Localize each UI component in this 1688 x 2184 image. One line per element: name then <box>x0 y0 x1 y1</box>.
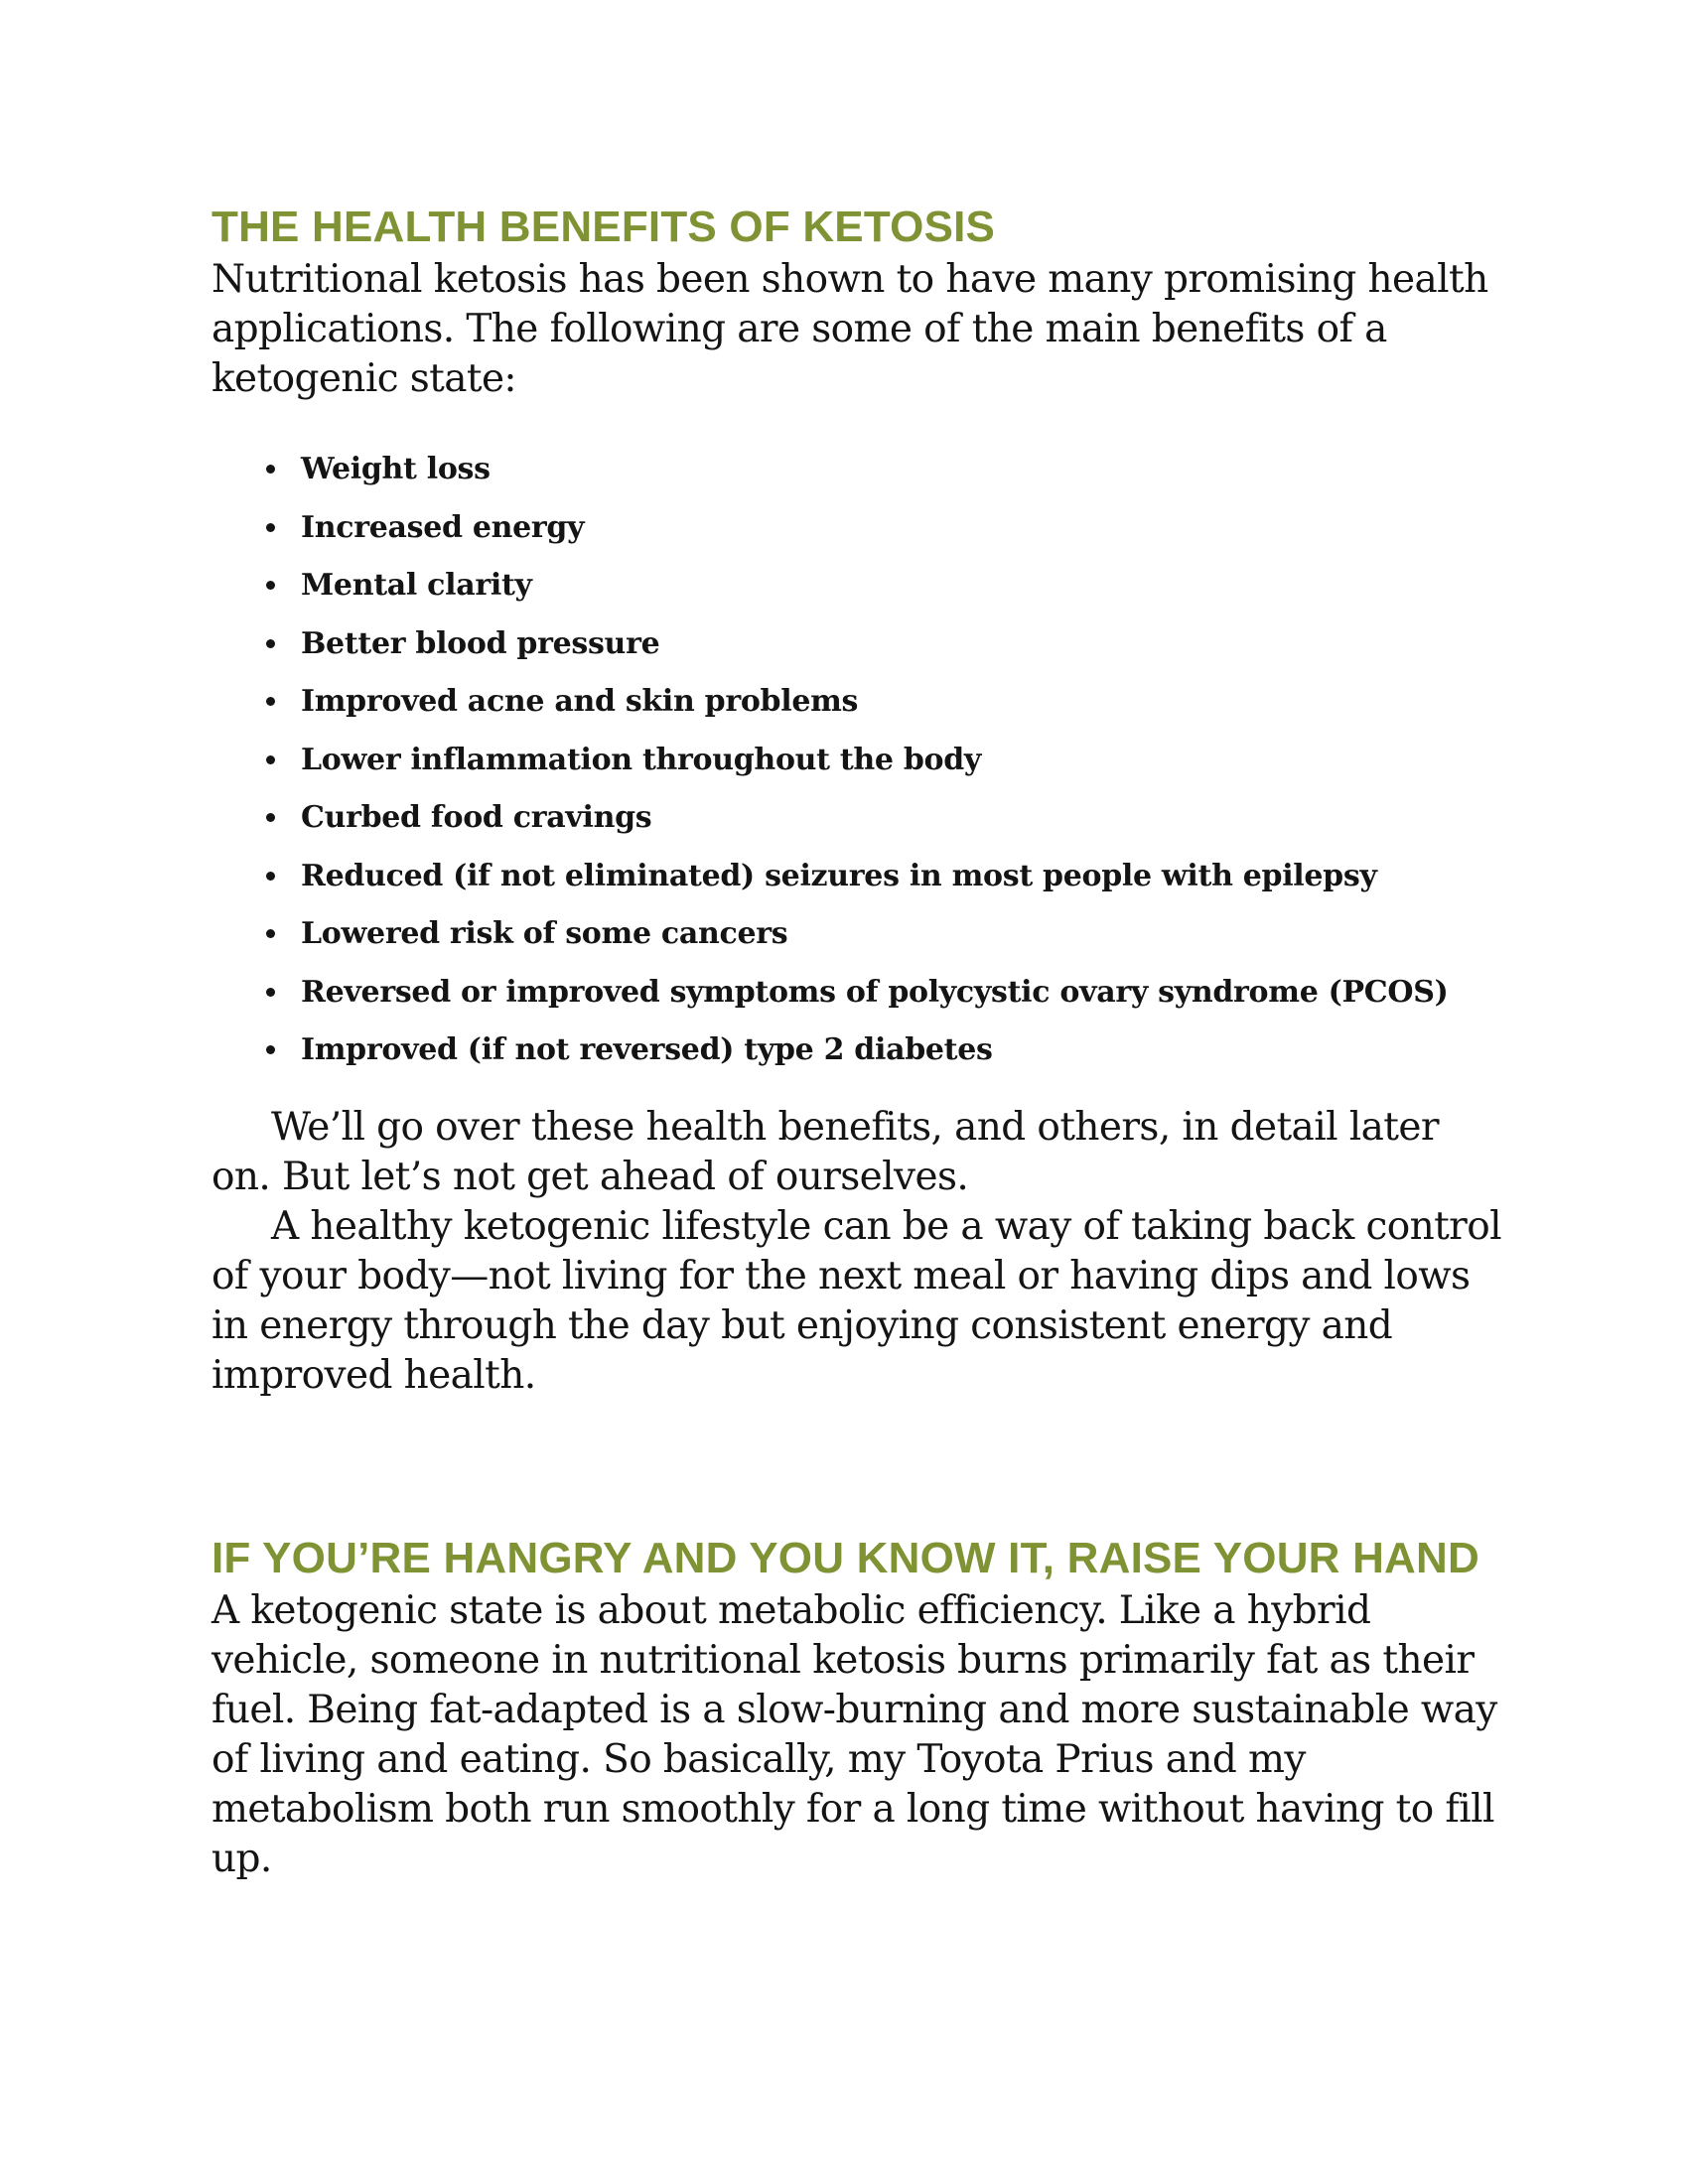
bullet-icon <box>266 639 275 648</box>
list-item <box>266 859 1502 893</box>
list-item-text: Improved (if not reversed) type 2 diabetes <box>301 1032 993 1067</box>
list-item-text: Reversed or improved symptoms of polycystic ovary syndrome (PCOS) <box>301 974 1449 1010</box>
section-heading-hangry: IF YOU’RE HANGRY AND YOU KNOW IT, RAISE YOUR HAND <box>211 1534 1479 1582</box>
bullet-icon <box>266 523 275 532</box>
health-benefits-section <box>211 199 1502 1401</box>
document-page <box>211 199 1502 1884</box>
bullet-icon <box>266 697 275 706</box>
section-heading-health-benefits: THE HEALTH BENEFITS OF KETOSIS <box>211 203 996 251</box>
list-item <box>266 510 1502 545</box>
list-item-text: Lower inflammation throughout the body <box>301 742 982 777</box>
list-item <box>266 800 1502 835</box>
bullet-icon <box>266 813 275 822</box>
list-item <box>266 626 1502 661</box>
list-item-text: Mental clarity <box>301 568 532 603</box>
bullet-icon <box>266 465 275 474</box>
metabolic-efficiency-paragraph: A ketogenic state is about metabolic efficiency. Like a hybrid vehicle, someone in nutritional ketosis burns primarily fat as their fuel. Being fat-adapted is a slow-burning and more sustainable way of living and eating. So basically, my Toyota Prius and my metabolism both run smoothly for a long time without having to fill up. <box>211 1588 1497 1881</box>
list-item <box>266 743 1502 777</box>
list-item-text: Lowered risk of some cancers <box>301 916 788 951</box>
bullet-icon <box>266 929 275 938</box>
bullet-icon <box>266 988 275 997</box>
intro-paragraph: Nutritional ketosis has been shown to have many promising health applications. The following are some of the main benefits of a ketogenic state: <box>211 257 1488 401</box>
ketogenic-lifestyle-paragraph: A healthy ketogenic lifestyle can be a way of taking back control of your body—not living for the next meal or having dips and lows in energy through the day but enjoying consistent energy and improved health. <box>211 1204 1501 1398</box>
list-item-text: Reduced (if not eliminated) seizures in most people with epilepsy <box>301 858 1377 893</box>
bullet-icon <box>266 872 275 881</box>
list-item <box>266 975 1502 1010</box>
list-item-text: Better blood pressure <box>301 625 660 661</box>
list-item-text: Improved acne and skin problems <box>301 684 859 719</box>
bullet-icon <box>266 581 275 590</box>
list-item-text: Weight loss <box>301 452 491 486</box>
list-item <box>266 684 1502 719</box>
benefits-list <box>211 452 1502 1067</box>
bullet-icon <box>266 755 275 764</box>
hangry-section <box>211 1530 1502 1884</box>
benefits-followup-paragraph: We’ll go over these health benefits, and others, in detail later on. But let’s not get ahead of ourselves. <box>211 1105 1439 1199</box>
list-item-text: Curbed food cravings <box>301 800 652 835</box>
list-item <box>266 916 1502 951</box>
list-item <box>266 452 1502 486</box>
bullet-icon <box>266 1045 275 1054</box>
list-item <box>266 568 1502 603</box>
list-item <box>266 1032 1502 1067</box>
list-item-text: Increased energy <box>301 509 585 545</box>
